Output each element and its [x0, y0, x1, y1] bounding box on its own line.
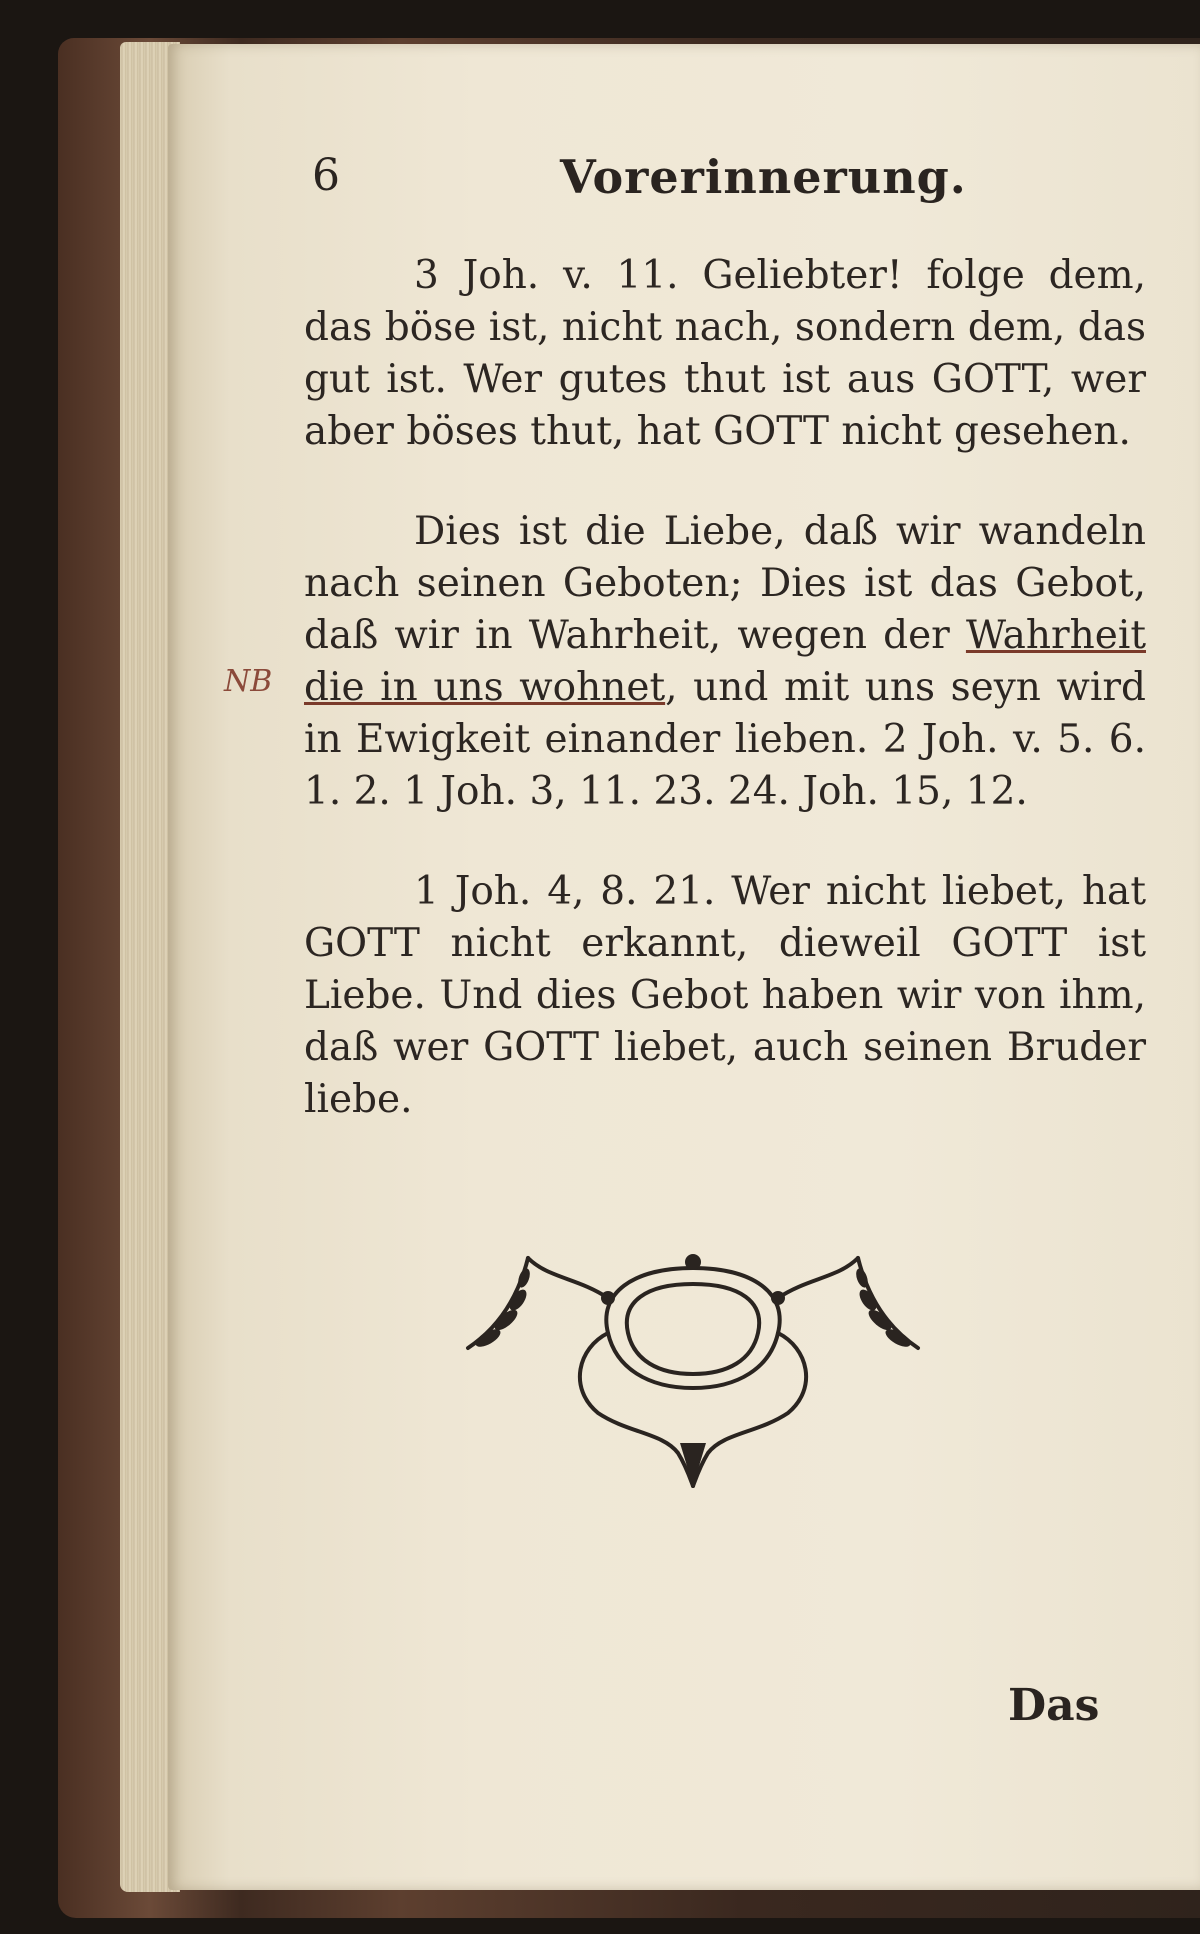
margin-annotation: NB — [224, 664, 273, 699]
body-text — [304, 250, 1146, 1174]
paragraph-1-joh: 1 Joh. 4, 8. 21. Wer nicht liebet, hat GOTT nicht erkannt, dieweil GOTT ist Liebe. Und dies Gebot haben wir von ihm, daß wer GOTT liebet, auch seinen Bruder liebe. — [304, 869, 1146, 1122]
underlined-text: Wahrheit — [965, 613, 1146, 658]
paragraph-text: Dies ist die Liebe, daß wir wandeln nach seinen Geboten; Dies ist das Gebot, daß wir in Wahrheit, wegen der — [304, 509, 1146, 658]
page-number: 6 — [312, 150, 340, 201]
running-head — [0, 150, 1200, 220]
paragraph-text: , und mit uns seyn wird in Ewigkeit einander lieben. 2 Joh. v. 5. 6. 1. 2. 1 Joh. 3, 11. 23. 24. Joh. 15, 12. — [304, 665, 1146, 814]
running-title: Vorerinnerung. — [560, 150, 967, 204]
cartouche-vignette-icon — [458, 1238, 928, 1488]
paragraph-3-joh: 3 Joh. v. 11. Geliebter! folge dem, das böse ist, nicht nach, sondern dem, das gut ist. Wer gutes thut ist aus GOTT, wer aber böses thut, hat GOTT nicht gesehen. — [304, 253, 1146, 454]
paragraph-dies-ist-die-liebe — [304, 506, 1146, 818]
underlined-text: die in uns wohnet — [304, 665, 666, 710]
catchword: Das — [1008, 1680, 1100, 1731]
